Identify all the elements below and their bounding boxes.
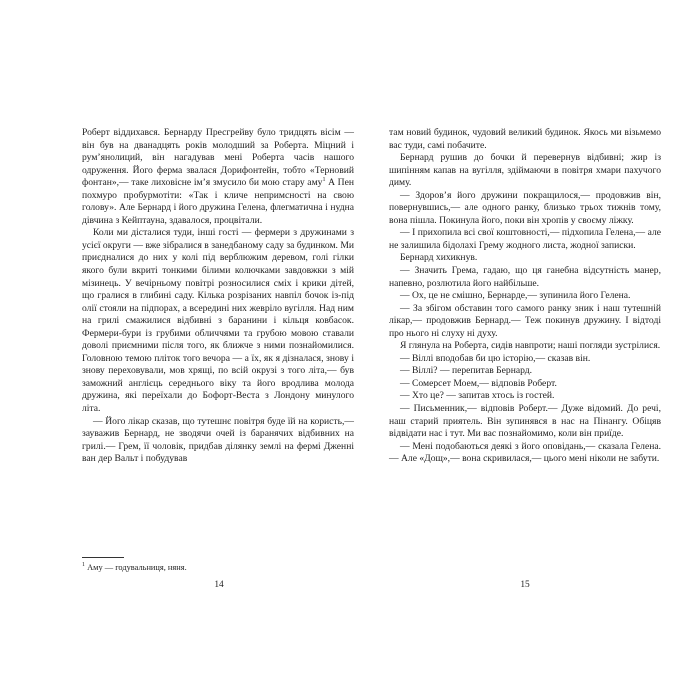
paragraph: — Письменник,— відповів Роберт.— Дуже відомий. До речі, наш старий приятель. Він зупинявся в нас на Пінангу. Обіцяв відвідати нас і тут. Ми вас познайомимо, коли він приїде. [389,403,661,440]
left-page-text [82,127,354,466]
paragraph: Я глянула на Роберта, сидів навпроти; наші погляди зустрілися. [400,340,661,352]
footnote [82,562,354,573]
paragraph: Роберт віддихався. Бернарду Пресгрейву було тридцять вісім — він був на дванадцять років молодший за Роберта. Міцний і рум’янолиций, він нагадував мені Роберта часів нашого одруження. Його ферма звалася Дорифонтейн, тобто «Терновий фонтан»,— таке лиховісне ім’я змусило би мою стару аму$^1$ А Пен похмуро пробурмотіти: «Так і кличе непримсності на свою голову». Але Бернард і його дружина Гелена, флегматична і нудна дівчина з Кейптауна, здавалося, процвітали. [82,127,354,226]
paragraph: — Хто це? — запитав хтось із гостей. [400,390,555,402]
paragraph: — І прихопила всі свої коштовності,— підхопила Гелена,— але не залишила бідолахі Грему жодного листа, жодної записки. [389,227,661,251]
footnote-marker[interactable]: 1 [322,177,326,183]
paragraph: — Його лікар сказав, що тутешнє повітря буде їй на користь,— зауважив Бернард, не зводячи очей із баранячих відбивних на грилі.— Грем, її чоловік, придбав ділянку землі на фермі Дженні ван дер Вальт і побудував [82,415,354,465]
paragraph: — Віллі вподобав би цю історію,— сказав він. [400,352,591,364]
right-page-text [389,127,661,466]
paragraph: — Значить Грема, гадаю, що ця ганебна відсутність манер, напевно, розлютила його найбільше. [389,265,661,289]
paragraph: — Віллі? — перепитав Бернард. [400,365,533,377]
paragraph: там новий будинок, чудовий великий будинок. Якось ми візьмемо вас туди, самі побачите. [389,127,661,151]
footnote-divider [82,557,124,558]
paragraph: Бернард хихикнув. [400,252,478,264]
paragraph: Бернард рушив до бочки й перевернув відбивні; жир із шипінням капав на вугілля, здіймаючи в повітря хмари пахучого диму. [389,152,661,189]
left-page [82,127,354,466]
paragraph: — За збігом обставин того самого ранку зник і наш тутешній лікар,— продовжив Бернард.— Теж покинув дружину. І відтоді про нього ні слуху ні духу. [389,302,661,339]
paragraph: — Мені подобаються деякі з його оповідань,— сказала Гелена.— Але «Дощ»,— вона скривилася,— цього мені ніколи не забути. [389,440,661,465]
paragraph: Коли ми дісталися туди, інші гості — фермери з дружинами з усієї округи — вже зібралися в занедбаному саду за будинком. Ми приєдналися до них у колі під верблюжим деревом, голі гілки якого були вкриті тонкими білими колючками завдовжки з мій мізинець. У вечірньому повітрі розносилися сміх і крики дітей, що гралися в глибині саду. Кілька розрізаних навпіл бочок із-під олії стояли на підпорах, а всередині них жевріло вугілля. Над ним на грилі смажилися відбивні з баранини і кільця ковбасок. Фермери-бури із грубими обличчями та грубою мовою ставали доволі приємними після того, як ближче з ними познайомилися. Головною темою пліток того вечора — а їх, як я дізналася, знову і знову переховували, мов хрящі, по всій окрузі з того літа,— був заможний англієць середнього віку та його вродлива молода дружина, які переїхали до Бофорт-Веста з Лондону минулого літа. [82,227,354,415]
footnote-number: 1 [82,562,85,569]
right-page [389,127,661,466]
page-number-right: 15 [520,580,530,590]
paragraph: — Ох, це не смішно, Бернарде,— зупинила його Гелена. [400,290,631,302]
paragraph: — Здоров’я його дружини покращилося,— продовжив він, повернувшись,— але одного ранку, близько трьох тижнів тому, вона пішла. Покинула його, поки він хропів у своєму ліжку. [389,189,661,226]
paragraph: — Сомерсет Моем,— відповів Роберт. [400,377,557,389]
page-number-left: 14 [214,580,224,590]
footnote-text: Аму — годувальниця, няня. [87,563,187,572]
